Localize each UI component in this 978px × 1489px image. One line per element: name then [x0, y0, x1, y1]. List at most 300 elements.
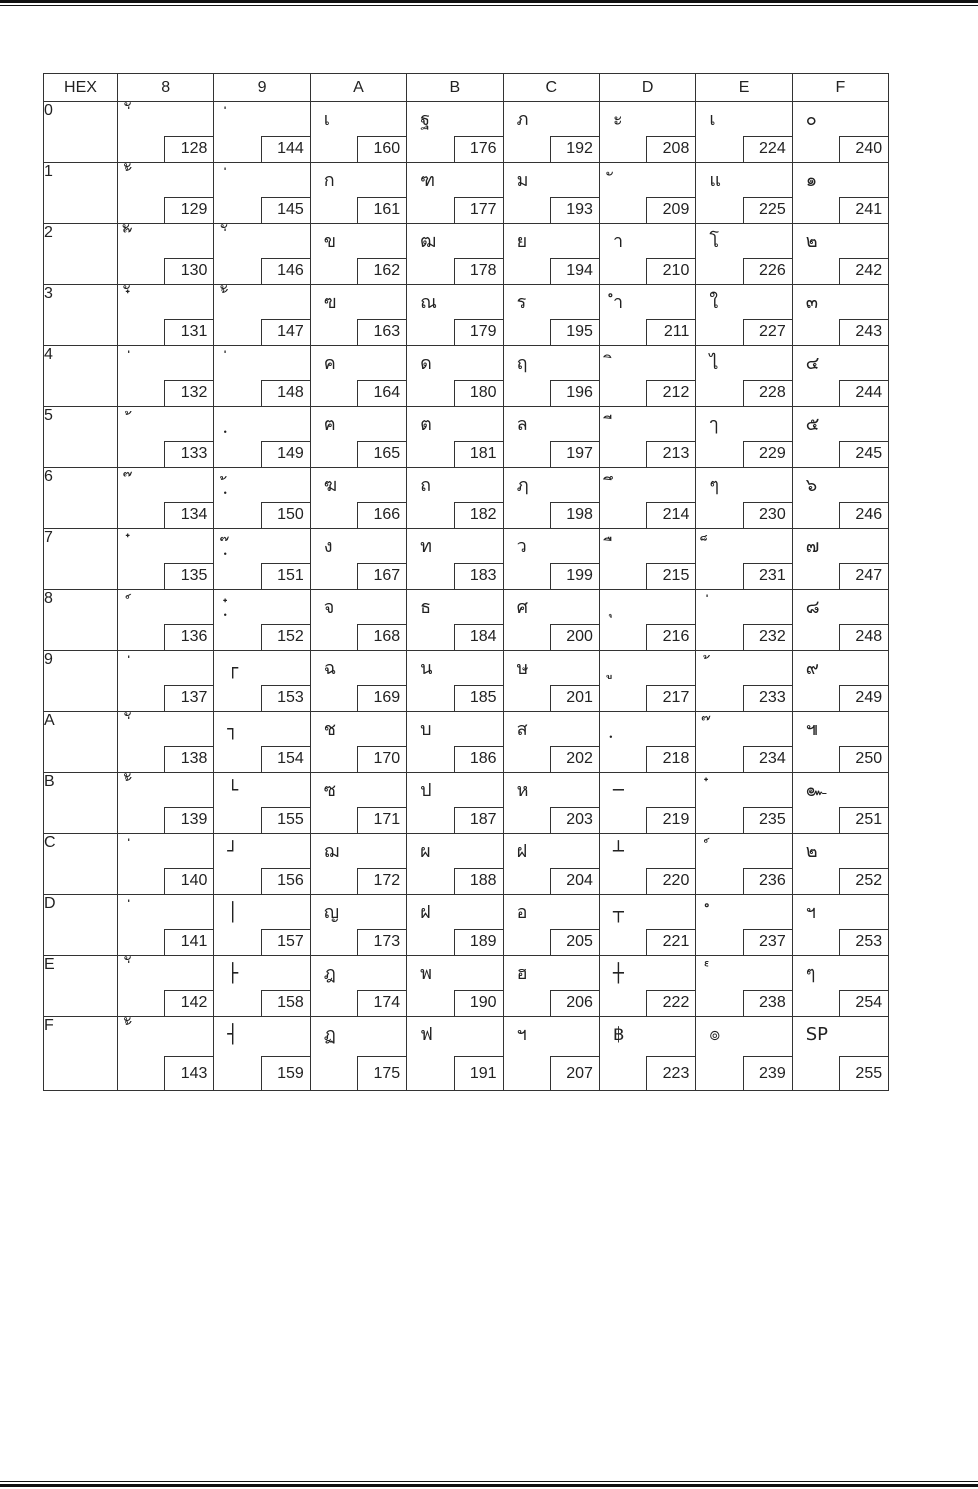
- code-cell: [599, 895, 695, 956]
- code-cell: [599, 773, 695, 834]
- code-cell: [503, 529, 599, 590]
- code-cell: [407, 773, 503, 834]
- bottom-rule: [0, 1481, 978, 1487]
- cell-decimal-code: 162: [357, 258, 406, 284]
- code-cell: [696, 712, 792, 773]
- code-cell: [696, 163, 792, 224]
- cell-decimal-code: 196: [550, 380, 599, 406]
- code-cell: [214, 590, 310, 651]
- code-cell: [503, 956, 599, 1017]
- cell-decimal-code: 197: [550, 441, 599, 467]
- code-cell: [310, 224, 406, 285]
- code-cell: [696, 895, 792, 956]
- code-cell: [214, 407, 310, 468]
- code-cell: [214, 834, 310, 895]
- cell-decimal-code: 181: [454, 441, 503, 467]
- code-cell: [118, 1017, 214, 1091]
- cell-character: ฌ: [323, 841, 340, 862]
- cell-decimal-code: 223: [646, 1056, 695, 1090]
- code-cell: [696, 651, 792, 712]
- cell-character: ภ: [516, 109, 529, 130]
- code-cell: [310, 590, 406, 651]
- code-cell: [214, 773, 310, 834]
- code-cell: [599, 956, 695, 1017]
- code-cell: [599, 346, 695, 407]
- code-cell: [792, 956, 888, 1017]
- code-cell: [118, 956, 214, 1017]
- cell-character: แ: [709, 170, 721, 191]
- code-cell: [310, 285, 406, 346]
- code-cell: [310, 712, 406, 773]
- cell-decimal-code: 245: [839, 441, 888, 467]
- cell-character: ┌: [227, 658, 239, 679]
- code-cell: [310, 346, 406, 407]
- cell-character: ผ: [420, 841, 431, 862]
- code-cell: [407, 590, 503, 651]
- table-row: [44, 529, 889, 590]
- code-cell: [792, 529, 888, 590]
- column-header: A: [310, 74, 406, 102]
- header-row: [44, 74, 889, 102]
- cell-character: ษ: [516, 658, 529, 679]
- cell-decimal-code: 160: [357, 136, 406, 162]
- row-hex-label: B: [44, 773, 118, 834]
- code-cell: [214, 651, 310, 712]
- cell-character: ๏: [709, 1024, 721, 1045]
- cell-character: ┴: [612, 841, 624, 862]
- code-cell: [792, 1017, 888, 1091]
- cell-character: ┼: [612, 963, 624, 984]
- cell-decimal-code: 191: [454, 1056, 503, 1090]
- cell-decimal-code: 205: [550, 929, 599, 955]
- code-cell: [696, 102, 792, 163]
- code-cell: [599, 651, 695, 712]
- cell-character: ก: [323, 170, 335, 191]
- cell-decimal-code: 139: [164, 807, 213, 833]
- cell-decimal-code: 194: [550, 258, 599, 284]
- cell-decimal-code: 187: [454, 807, 503, 833]
- cell-decimal-code: 246: [839, 502, 888, 528]
- cell-character: │: [227, 902, 239, 923]
- cell-decimal-code: 145: [261, 197, 310, 223]
- cell-decimal-code: 241: [839, 197, 888, 223]
- thai-code-page-table: [43, 73, 889, 1091]
- cell-character: ฝ: [516, 841, 528, 862]
- cell-decimal-code: 224: [743, 136, 792, 162]
- cell-decimal-code: 244: [839, 380, 888, 406]
- cell-decimal-code: 169: [357, 685, 406, 711]
- row-hex-label: 4: [44, 346, 118, 407]
- table-row: [44, 773, 889, 834]
- row-hex-label: 7: [44, 529, 118, 590]
- cell-character: ๖: [805, 475, 818, 496]
- cell-decimal-code: 207: [550, 1056, 599, 1090]
- code-cell: [118, 590, 214, 651]
- code-cell: [407, 712, 503, 773]
- code-cell: [310, 163, 406, 224]
- code-cell: [407, 956, 503, 1017]
- cell-decimal-code: 138: [164, 746, 213, 772]
- table-row: [44, 895, 889, 956]
- cell-decimal-code: 144: [261, 136, 310, 162]
- row-hex-label: 5: [44, 407, 118, 468]
- cell-character: ต: [420, 414, 432, 435]
- cell-character: ๑: [805, 170, 818, 191]
- row-hex-label: 3: [44, 285, 118, 346]
- table-row: [44, 224, 889, 285]
- cell-character: เ: [323, 109, 330, 130]
- table-row: [44, 285, 889, 346]
- cell-decimal-code: 156: [261, 868, 310, 894]
- cell-decimal-code: 134: [164, 502, 213, 528]
- cell-decimal-code: 133: [164, 441, 213, 467]
- cell-decimal-code: 252: [839, 868, 888, 894]
- cell-character: ค: [323, 353, 336, 374]
- cell-decimal-code: 220: [646, 868, 695, 894]
- code-cell: [696, 1017, 792, 1091]
- cell-character: ฎ: [323, 963, 336, 984]
- cell-decimal-code: 186: [454, 746, 503, 772]
- cell-decimal-code: 195: [550, 319, 599, 345]
- code-cell: [118, 224, 214, 285]
- code-cell: [599, 468, 695, 529]
- cell-character: ฝ: [420, 902, 431, 923]
- row-hex-label: 2: [44, 224, 118, 285]
- cell-decimal-code: 211: [646, 319, 695, 345]
- code-cell: [599, 102, 695, 163]
- cell-character: ฯ: [805, 902, 816, 923]
- row-hex-label: 9: [44, 651, 118, 712]
- cell-decimal-code: 243: [839, 319, 888, 345]
- table-row: [44, 102, 889, 163]
- cell-character: ำ: [612, 292, 624, 313]
- cell-character: ๓: [805, 292, 819, 313]
- cell-decimal-code: 142: [164, 990, 213, 1016]
- cell-character: ใ: [709, 292, 719, 313]
- code-cell: [407, 834, 503, 895]
- cell-decimal-code: 192: [550, 136, 599, 162]
- cell-character: ญ: [323, 902, 340, 923]
- cell-character: ๅ: [709, 414, 719, 435]
- code-cell: [792, 102, 888, 163]
- cell-decimal-code: 137: [164, 685, 213, 711]
- cell-character: ๒: [805, 231, 818, 252]
- cell-decimal-code: 210: [646, 258, 695, 284]
- code-cell: [407, 1017, 503, 1091]
- cell-decimal-code: 213: [646, 441, 695, 467]
- cell-character: ส: [516, 719, 528, 740]
- code-cell: [696, 529, 792, 590]
- cell-character: บ: [420, 719, 432, 740]
- cell-decimal-code: 198: [550, 502, 599, 528]
- code-cell: [792, 224, 888, 285]
- cell-decimal-code: 185: [454, 685, 503, 711]
- code-cell: [792, 163, 888, 224]
- cell-decimal-code: 236: [743, 868, 792, 894]
- cell-decimal-code: 219: [646, 807, 695, 833]
- code-cell: [214, 102, 310, 163]
- cell-character: ๒: [805, 841, 818, 862]
- cell-decimal-code: 225: [743, 197, 792, 223]
- cell-decimal-code: 128: [164, 136, 213, 162]
- cell-decimal-code: 184: [454, 624, 503, 650]
- cell-decimal-code: 222: [646, 990, 695, 1016]
- cell-decimal-code: 179: [454, 319, 503, 345]
- cell-character: ด: [420, 353, 432, 374]
- cell-decimal-code: 157: [261, 929, 310, 955]
- code-cell: [407, 529, 503, 590]
- code-cell: [214, 529, 310, 590]
- cell-decimal-code: 226: [743, 258, 792, 284]
- column-header: D: [599, 74, 695, 102]
- table-row: [44, 590, 889, 651]
- cell-character: ะ: [612, 109, 623, 130]
- code-cell: [214, 956, 310, 1017]
- cell-decimal-code: 131: [164, 319, 213, 345]
- column-header: 9: [214, 74, 310, 102]
- code-cell: [599, 1017, 695, 1091]
- cell-decimal-code: 240: [839, 136, 888, 162]
- column-header: E: [696, 74, 792, 102]
- cell-decimal-code: 135: [164, 563, 213, 589]
- code-cell: [792, 346, 888, 407]
- cell-character: ๐: [805, 109, 817, 130]
- cell-character: ร: [516, 292, 527, 313]
- cell-decimal-code: 212: [646, 380, 695, 406]
- code-cell: [792, 590, 888, 651]
- cell-decimal-code: 235: [743, 807, 792, 833]
- cell-decimal-code: 254: [839, 990, 888, 1016]
- cell-decimal-code: 150: [261, 502, 310, 528]
- cell-character: ฿: [612, 1024, 625, 1045]
- cell-decimal-code: 215: [646, 563, 695, 589]
- cell-decimal-code: 140: [164, 868, 213, 894]
- code-cell: [310, 468, 406, 529]
- cell-decimal-code: 233: [743, 685, 792, 711]
- cell-character: ป: [420, 780, 432, 801]
- code-cell: [310, 102, 406, 163]
- cell-decimal-code: 237: [743, 929, 792, 955]
- code-cell: [503, 468, 599, 529]
- cell-decimal-code: 147: [261, 319, 310, 345]
- table-row: [44, 163, 889, 224]
- row-hex-label: A: [44, 712, 118, 773]
- cell-decimal-code: 203: [550, 807, 599, 833]
- row-hex-label: F: [44, 1017, 118, 1091]
- cell-decimal-code: 152: [261, 624, 310, 650]
- table-row: [44, 712, 889, 773]
- cell-character: ├: [227, 963, 239, 984]
- cell-decimal-code: 221: [646, 929, 695, 955]
- code-cell: [503, 407, 599, 468]
- cell-decimal-code: 165: [357, 441, 406, 467]
- table-row: [44, 956, 889, 1017]
- cell-character: SP: [805, 1024, 829, 1045]
- code-cell: [792, 773, 888, 834]
- cell-decimal-code: 247: [839, 563, 888, 589]
- code-cell: [118, 468, 214, 529]
- cell-decimal-code: 148: [261, 380, 310, 406]
- code-cell: [503, 712, 599, 773]
- code-cell: [407, 163, 503, 224]
- cell-decimal-code: 251: [839, 807, 888, 833]
- cell-character: ฑ: [420, 170, 436, 191]
- column-header: C: [503, 74, 599, 102]
- code-cell: [503, 651, 599, 712]
- cell-character: ม: [516, 170, 529, 191]
- code-cell: [696, 285, 792, 346]
- cell-decimal-code: 218: [646, 746, 695, 772]
- cell-decimal-code: 228: [743, 380, 792, 406]
- code-cell: [214, 163, 310, 224]
- cell-character: เ: [709, 109, 716, 130]
- cell-decimal-code: 208: [646, 136, 695, 162]
- cell-character: ซ: [323, 780, 336, 801]
- cell-decimal-code: 143: [164, 1056, 213, 1090]
- cell-decimal-code: 201: [550, 685, 599, 711]
- cell-decimal-code: 188: [454, 868, 503, 894]
- cell-character: จ: [323, 597, 335, 618]
- cell-decimal-code: 250: [839, 746, 888, 772]
- top-rule: [0, 0, 978, 6]
- code-cell: [792, 651, 888, 712]
- code-cell: [792, 468, 888, 529]
- cell-decimal-code: 141: [164, 929, 213, 955]
- code-cell: [214, 346, 310, 407]
- code-cell: [599, 224, 695, 285]
- code-cell: [599, 834, 695, 895]
- code-cell: [599, 407, 695, 468]
- cell-decimal-code: 174: [357, 990, 406, 1016]
- cell-character: ธ: [420, 597, 432, 618]
- code-cell: [310, 651, 406, 712]
- cell-character: ┐: [227, 719, 239, 740]
- code-cell: [407, 224, 503, 285]
- code-cell: [214, 224, 310, 285]
- cell-decimal-code: 159: [261, 1056, 310, 1090]
- cell-decimal-code: 190: [454, 990, 503, 1016]
- code-cell: [503, 590, 599, 651]
- code-cell: [792, 895, 888, 956]
- cell-decimal-code: 151: [261, 563, 310, 589]
- code-cell: [310, 956, 406, 1017]
- code-cell: [214, 468, 310, 529]
- cell-character: ๘: [805, 597, 820, 618]
- cell-character: ┤: [227, 1024, 239, 1045]
- cell-decimal-code: 242: [839, 258, 888, 284]
- cell-character: โ: [709, 231, 720, 252]
- cell-character: ฐ: [420, 109, 431, 130]
- cell-character: ฦ: [516, 475, 529, 496]
- cell-character: ศ: [516, 597, 528, 618]
- code-cell: [118, 651, 214, 712]
- cell-decimal-code: 178: [454, 258, 503, 284]
- cell-decimal-code: 164: [357, 380, 406, 406]
- row-hex-label: 0: [44, 102, 118, 163]
- cell-decimal-code: 161: [357, 197, 406, 223]
- cell-character: ฆ: [323, 475, 338, 496]
- cell-decimal-code: 199: [550, 563, 599, 589]
- cell-decimal-code: 173: [357, 929, 406, 955]
- code-cell: [503, 895, 599, 956]
- cell-decimal-code: 176: [454, 136, 503, 162]
- cell-character: ช: [323, 719, 336, 740]
- table-row: [44, 834, 889, 895]
- code-cell: [599, 590, 695, 651]
- row-hex-label: E: [44, 956, 118, 1017]
- table-row: [44, 1017, 889, 1091]
- cell-decimal-code: 189: [454, 929, 503, 955]
- code-cell: [310, 834, 406, 895]
- cell-decimal-code: 154: [261, 746, 310, 772]
- cell-decimal-code: 177: [454, 197, 503, 223]
- code-cell: [599, 285, 695, 346]
- code-cell: [118, 163, 214, 224]
- cell-character: ┘: [227, 841, 239, 862]
- code-cell: [407, 895, 503, 956]
- code-cell: [696, 224, 792, 285]
- cell-decimal-code: 153: [261, 685, 310, 711]
- code-cell: [503, 773, 599, 834]
- code-cell: [503, 834, 599, 895]
- cell-decimal-code: 166: [357, 502, 406, 528]
- cell-character: └: [227, 780, 239, 801]
- code-cell: [118, 834, 214, 895]
- cell-decimal-code: 180: [454, 380, 503, 406]
- code-cell: [118, 773, 214, 834]
- code-cell: [310, 529, 406, 590]
- cell-character: ─: [612, 780, 624, 801]
- cell-decimal-code: 175: [357, 1056, 406, 1090]
- cell-decimal-code: 149: [261, 441, 310, 467]
- code-cell: [503, 102, 599, 163]
- hex-header: HEX: [44, 74, 118, 102]
- cell-decimal-code: 234: [743, 746, 792, 772]
- code-cell: [214, 712, 310, 773]
- cell-character: ๕: [805, 414, 820, 435]
- cell-decimal-code: 182: [454, 502, 503, 528]
- code-cell: [407, 102, 503, 163]
- cell-character: ฅ: [323, 414, 336, 435]
- code-cell: [118, 285, 214, 346]
- column-header: F: [792, 74, 888, 102]
- cell-character: ฟ: [420, 1024, 433, 1045]
- code-cell: [310, 895, 406, 956]
- cell-character: ไ: [709, 353, 719, 374]
- cell-character: ณ: [420, 292, 437, 313]
- cell-decimal-code: 158: [261, 990, 310, 1016]
- code-cell: [503, 224, 599, 285]
- cell-decimal-code: 163: [357, 319, 406, 345]
- cell-decimal-code: 204: [550, 868, 599, 894]
- code-cell: [696, 834, 792, 895]
- code-cell: [407, 468, 503, 529]
- cell-decimal-code: 170: [357, 746, 406, 772]
- cell-decimal-code: 132: [164, 380, 213, 406]
- cell-character: ฉ: [323, 658, 337, 679]
- cell-decimal-code: 171: [357, 807, 406, 833]
- cell-character: ๛: [805, 780, 827, 801]
- code-cell: [792, 834, 888, 895]
- code-cell: [696, 346, 792, 407]
- code-cell: [696, 956, 792, 1017]
- row-hex-label: C: [44, 834, 118, 895]
- code-cell: [118, 102, 214, 163]
- cell-character: ๗: [805, 536, 820, 557]
- cell-character: ล: [516, 414, 528, 435]
- cell-character: ฒ: [420, 231, 437, 252]
- code-cell: [696, 407, 792, 468]
